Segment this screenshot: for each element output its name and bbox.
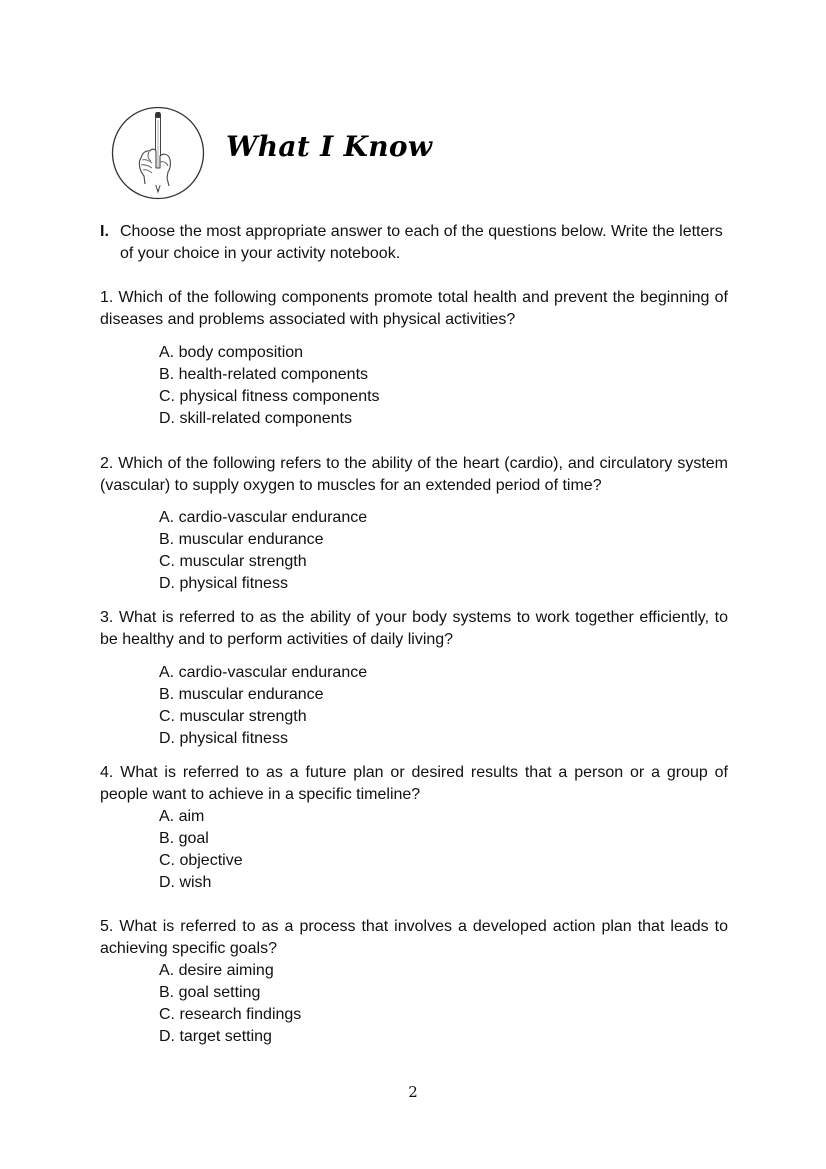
- question-stem: 2. Which of the following refers to the ability of the heart (cardio), and circulatory system (vascular) to supply oxygen to muscles for an extended period of time?: [100, 455, 728, 494]
- page-number: 2: [408, 1083, 418, 1101]
- question-stem: 4. What is referred to as a future plan or desired results that a person or a group of people want to achieve in a specific timeline?: [100, 764, 728, 803]
- answer-options: [100, 507, 728, 595]
- option-c: C. muscular strength: [159, 553, 307, 570]
- option-a: A. cardio-vascular endurance: [159, 664, 368, 681]
- option-d: D. skill-related components: [159, 410, 352, 427]
- answer-options: [100, 342, 728, 430]
- question-stem: 3. What is referred to as the ability of your body systems to work together efficiently, to be healthy and to perform activities of daily living?: [100, 609, 728, 648]
- option-d: D. physical fitness: [159, 730, 288, 747]
- option-b: B. health-related components: [159, 366, 369, 383]
- question-3: [100, 607, 728, 750]
- option-c: C. objective: [159, 852, 243, 869]
- instructions-text: Choose the most appropriate answer to each of the questions below. Write the letters of your choice in your activity notebook.: [120, 223, 723, 262]
- option-c: C. research findings: [159, 1006, 302, 1023]
- option-d: D. target setting: [159, 1028, 272, 1045]
- question-1: [100, 287, 728, 430]
- option-a: A. body composition: [159, 344, 304, 361]
- question-2: [100, 453, 728, 595]
- question-stem: 5. What is referred to as a process that involves a developed action plan that leads to achieving specific goals?: [100, 918, 728, 957]
- option-c: C. physical fitness components: [159, 388, 380, 405]
- section-title: What I Know: [226, 130, 433, 163]
- option-a: A. desire aiming: [159, 962, 274, 979]
- instructions: [100, 221, 730, 265]
- option-c: C. muscular strength: [159, 708, 307, 725]
- question-4: [100, 762, 728, 894]
- answer-options: [100, 662, 728, 750]
- option-b: B. goal: [159, 830, 209, 847]
- hand-holding-pencil-icon: [111, 106, 205, 200]
- option-a: A. cardio-vascular endurance: [159, 509, 368, 526]
- option-d: D. physical fitness: [159, 575, 288, 592]
- option-b: B. goal setting: [159, 984, 261, 1001]
- instructions-number: I.: [100, 223, 109, 240]
- question-stem: 1. Which of the following components promote total health and prevent the beginning of diseases and problems associated with physical activities?: [100, 289, 728, 328]
- option-b: B. muscular endurance: [159, 531, 324, 548]
- answer-options: [100, 960, 728, 1048]
- option-a: A. aim: [159, 808, 205, 825]
- answer-options: [100, 806, 728, 894]
- question-5: [100, 916, 728, 1048]
- option-b: B. muscular endurance: [159, 686, 324, 703]
- option-d: D. wish: [159, 874, 212, 891]
